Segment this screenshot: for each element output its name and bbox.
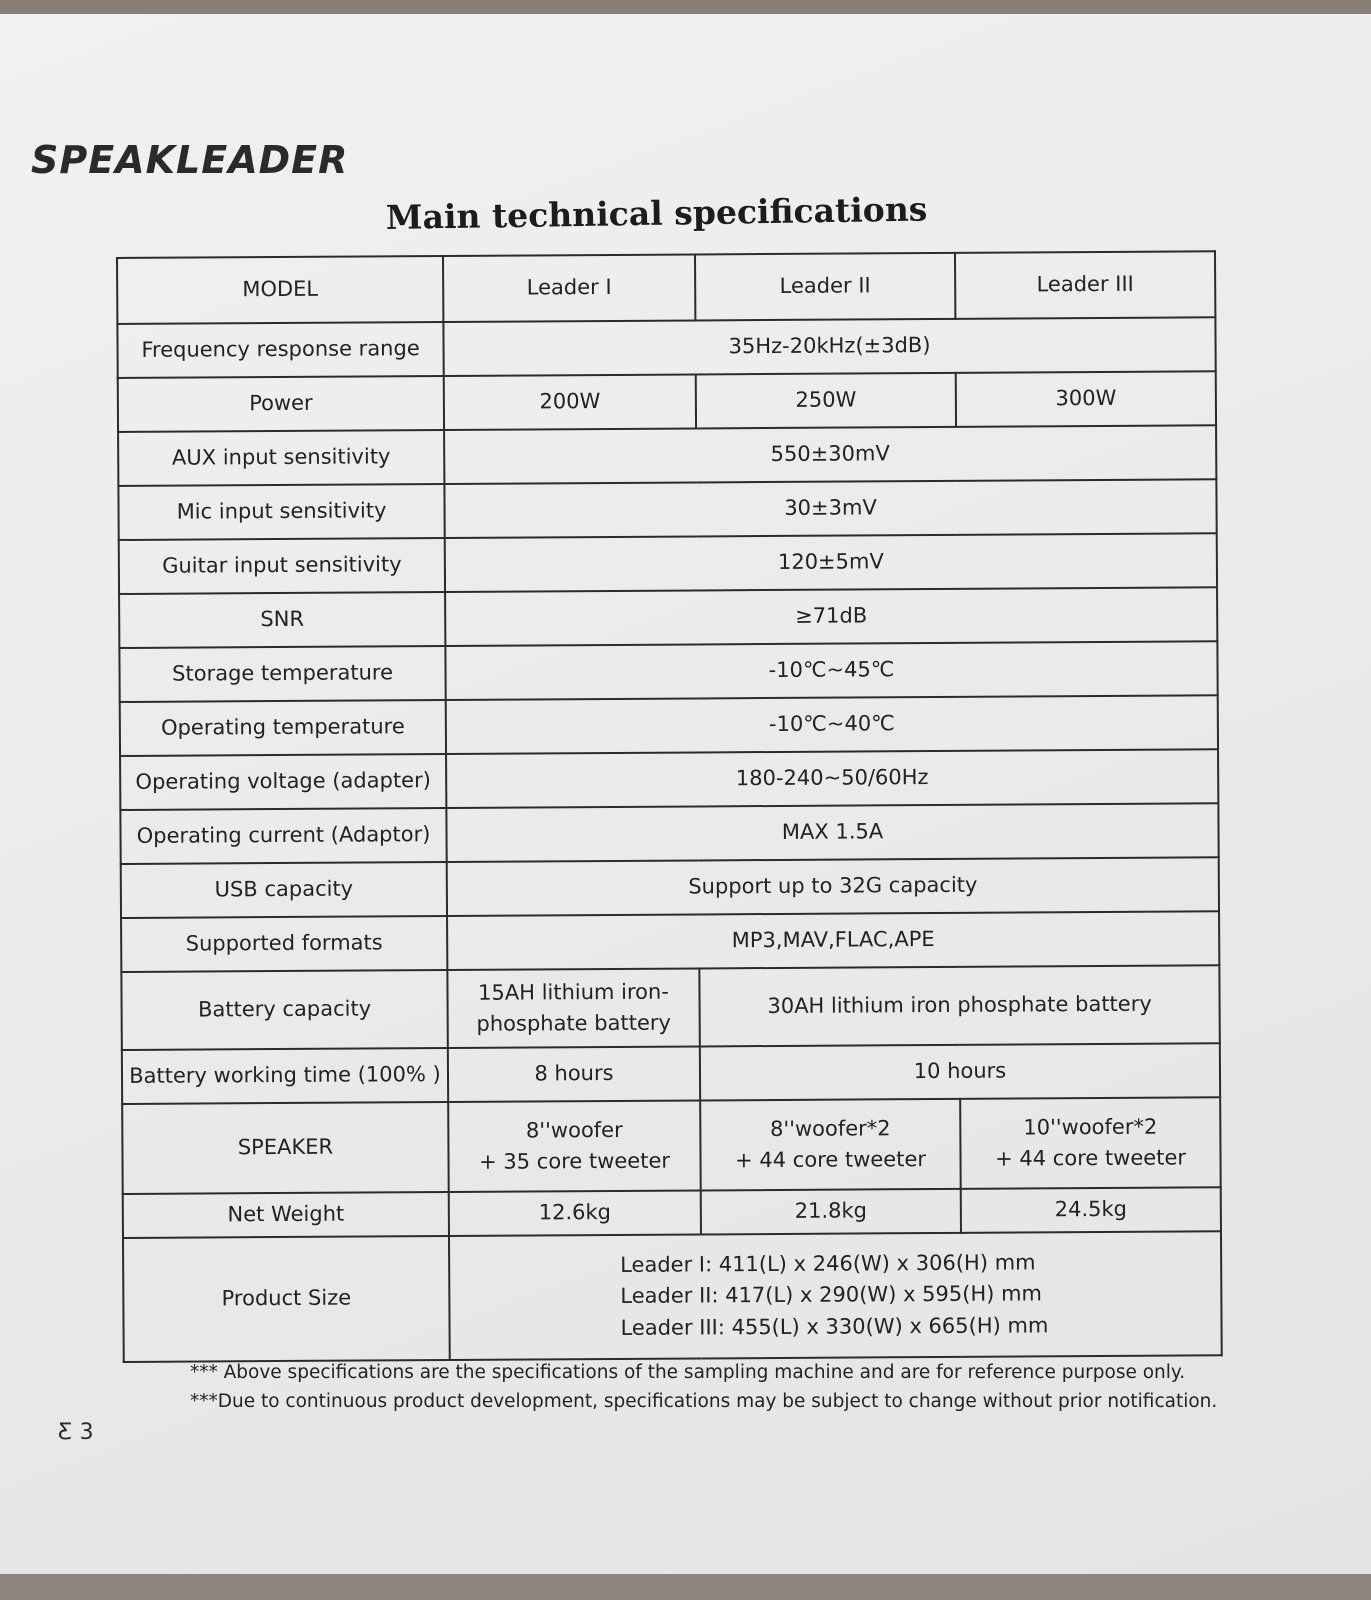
aux-value: 550±30mV — [444, 425, 1216, 484]
power-leader-2: 250W — [696, 373, 956, 429]
battery-others: 30AH lithium iron phosphate battery — [699, 965, 1219, 1046]
footnote-2: ***Due to continuous product development, specifications may be subject to change without prior notification. — [190, 1391, 1218, 1412]
model-leader-2: Leader II — [695, 253, 955, 321]
table-row — [117, 251, 1215, 324]
page-title: Main technical specifications — [385, 189, 928, 237]
size-line-3: Leader III: 455(L) x 330(W) x 665(H) mm — [620, 1313, 1049, 1340]
speaker-leader-3-line1: 10''woofer*2 — [1023, 1114, 1158, 1139]
mic-value: 30±3mV — [444, 479, 1216, 538]
table-row — [123, 1231, 1222, 1362]
brand-logo: SPEAKLEADER — [31, 138, 349, 182]
usb-label: USB capacity — [121, 862, 447, 918]
battery-time-leader-1: 8 hours — [448, 1046, 700, 1102]
speaker-label: SPEAKER — [122, 1102, 449, 1194]
snr-label: SNR — [119, 592, 445, 648]
battery-leader-1-line2: phosphate battery — [476, 1010, 671, 1036]
table-row — [119, 641, 1217, 702]
size-line-2: Leader II: 417(L) x 290(W) x 595(H) mm — [620, 1281, 1043, 1309]
mic-label: Mic input sensitivity — [118, 484, 444, 540]
operating-temp-value: -10℃~40℃ — [446, 695, 1218, 754]
power-leader-3: 300W — [956, 371, 1216, 427]
table-row — [122, 1043, 1220, 1104]
battery-time-label: Battery working time (100% ) — [122, 1048, 448, 1104]
voltage-value: 180-240~50/60Hz — [446, 749, 1218, 808]
table-row — [117, 317, 1215, 378]
power-leader-1: 200W — [444, 374, 696, 430]
speaker-leader-1-line2: + 35 core tweeter — [479, 1148, 671, 1174]
table-row — [120, 803, 1218, 864]
weight-label: Net Weight — [123, 1192, 449, 1238]
size-value — [449, 1231, 1222, 1360]
speaker-leader-2 — [700, 1099, 961, 1191]
table-row — [118, 425, 1216, 486]
table-row — [118, 479, 1216, 540]
table-row — [121, 965, 1219, 1050]
table-row — [120, 695, 1218, 756]
speaker-leader-3 — [960, 1097, 1221, 1189]
table-row — [118, 371, 1216, 432]
guitar-label: Guitar input sensitivity — [119, 538, 445, 594]
battery-leader-1-line1: 15AH lithium iron- — [478, 979, 669, 1005]
table-row — [119, 533, 1217, 594]
table-row — [123, 1187, 1221, 1238]
footnote-1: *** Above specifications are the specifications of the sampling machine and are for reference purpose only. — [190, 1362, 1186, 1383]
frequency-label: Frequency response range — [117, 322, 443, 378]
usb-value: Support up to 32G capacity — [447, 857, 1219, 916]
model-label: MODEL — [117, 256, 443, 324]
size-line-1: Leader I: 411(L) x 246(W) x 306(H) mm — [620, 1250, 1036, 1277]
weight-leader-2: 21.8kg — [701, 1189, 961, 1235]
formats-value: MP3,MAV,FLAC,APE — [447, 911, 1219, 970]
photo-top-edge — [0, 0, 1371, 14]
battery-leader-1 — [447, 968, 699, 1048]
voltage-label: Operating voltage (adapter) — [120, 754, 446, 810]
snr-value: ≥71dB — [445, 587, 1217, 646]
aux-label: AUX input sensitivity — [118, 430, 444, 486]
table-row — [121, 911, 1219, 972]
page-mark: Ƹ — [58, 1420, 73, 1445]
power-label: Power — [118, 376, 444, 432]
battery-time-others: 10 hours — [700, 1043, 1220, 1100]
operating-temp-label: Operating temperature — [120, 700, 446, 756]
weight-leader-1: 12.6kg — [449, 1190, 701, 1236]
frequency-value: 35Hz-20kHz(±3dB) — [443, 317, 1215, 376]
speaker-leader-2-line2: + 44 core tweeter — [735, 1147, 927, 1173]
speaker-leader-1-line1: 8''woofer — [525, 1117, 623, 1143]
current-value: MAX 1.5A — [446, 803, 1218, 862]
current-label: Operating current (Adaptor) — [120, 808, 446, 864]
size-label: Product Size — [123, 1236, 450, 1362]
speaker-leader-3-line2: + 44 core tweeter — [995, 1145, 1187, 1171]
formats-label: Supported formats — [121, 916, 447, 972]
page-number — [58, 1420, 94, 1445]
model-leader-3: Leader III — [955, 251, 1215, 319]
model-leader-1: Leader I — [443, 254, 695, 322]
storage-temp-value: -10℃~45℃ — [445, 641, 1217, 700]
spec-table — [116, 250, 1223, 1363]
guitar-value: 120±5mV — [445, 533, 1217, 592]
table-row — [121, 857, 1219, 918]
photo-bottom-edge — [0, 1574, 1371, 1600]
speaker-leader-2-line1: 8''woofer*2 — [769, 1115, 891, 1141]
table-row — [122, 1097, 1221, 1194]
storage-temp-label: Storage temperature — [119, 646, 445, 702]
table-row — [120, 749, 1218, 810]
battery-label: Battery capacity — [121, 970, 447, 1050]
page-number-value: 3 — [79, 1420, 94, 1445]
weight-leader-3: 24.5kg — [961, 1187, 1221, 1233]
speaker-leader-1 — [448, 1100, 701, 1192]
table-row — [119, 587, 1217, 648]
footnotes — [190, 1358, 1217, 1416]
